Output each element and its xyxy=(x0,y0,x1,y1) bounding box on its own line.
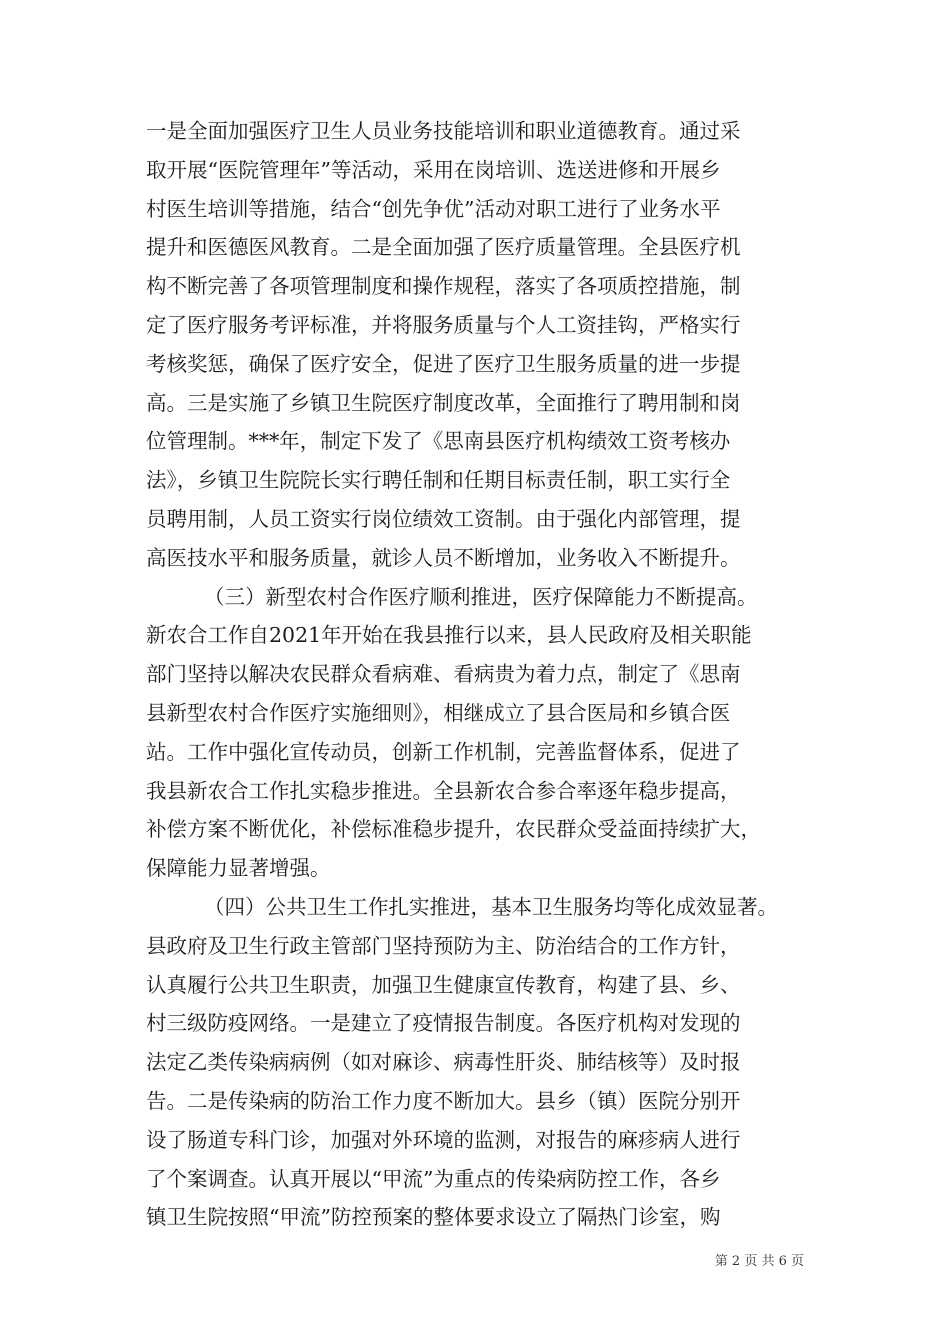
text-line: 县新型农村合作医疗实施细则》，相继成立了县合医局和乡镇合医 xyxy=(146,700,731,725)
paragraph-1 xyxy=(146,112,816,578)
text-line: 设了肠道专科门诊，加强对外环境的监测，对报告的麻疹病人进行 xyxy=(146,1127,741,1152)
text-line: 取开展“医院管理年”等活动，采用在岗培训、选送进修和开展乡 xyxy=(146,157,721,182)
text-line: 补偿方案不断优化，补偿标准稳步提升，农民群众受益面持续扩大， xyxy=(146,817,761,842)
text-line: 一是全面加强医疗卫生人员业务技能培训和职业道德教育。通过采 xyxy=(146,119,741,143)
text-line: 镇卫生院按照“甲流”防控预案的整体要求设立了隔热门诊室，购 xyxy=(146,1205,721,1230)
text-line: 村三级防疫网络。一是建立了疫情报告制度。各医疗机构对发现的 xyxy=(146,1011,741,1036)
text-line: 考核奖惩，确保了医疗安全，促进了医疗卫生服务质量的进一步提 xyxy=(146,351,741,376)
text-line: 新农合工作自2021年开始在我县推行以来，县人民政府及相关职能 xyxy=(146,623,752,648)
text-line: 我县新农合工作扎实稳步推进。全县新农合参合率逐年稳步提高， xyxy=(146,778,741,803)
text-line: 位管理制。***年，制定下发了《思南县医疗机构绩效工资考核办 xyxy=(146,429,731,454)
text-line: 高。三是实施了乡镇卫生院医疗制度改革，全面推行了聘用制和岗 xyxy=(146,390,741,415)
text-line: 村医生培训等措施，结合“创先争优”活动对职工进行了业务水平 xyxy=(146,196,721,221)
text-line: 县政府及卫生行政主管部门坚持预防为主、防治结合的工作方针， xyxy=(146,933,741,958)
text-line: 构不断完善了各项管理制度和操作规程，落实了各项质控措施，制 xyxy=(146,274,741,299)
paragraph-2 xyxy=(146,578,816,888)
text-line: 保障能力显著增强。 xyxy=(146,856,331,881)
page-number: 第 2 页 共 6 页 xyxy=(714,1254,804,1269)
text-line: 了个案调查。认真开展以“甲流”为重点的传染病防控工作，各乡 xyxy=(146,1166,721,1191)
text-line: 部门坚持以解决农民群众看病难、看病贵为着力点，制定了《思南 xyxy=(146,662,741,687)
text-line: 提升和医德医风教育。二是全面加强了医疗质量管理。全县医疗机 xyxy=(146,235,741,260)
paragraph-3 xyxy=(146,888,816,1237)
text-line: 法》，乡镇卫生院院长实行聘任制和任期目标责任制，职工实行全 xyxy=(146,468,731,493)
text-line: 认真履行公共卫生职责，加强卫生健康宣传教育，构建了县、乡、 xyxy=(146,972,741,997)
text-line: 高医技水平和服务质量，就诊人员不断增加，业务收入不断提升。 xyxy=(146,545,741,570)
text-line: 告。二是传染病的防治工作力度不断加大。县乡（镇）医院分别开 xyxy=(146,1088,741,1113)
text-line: 法定乙类传染病病例（如对麻诊、病毒性肝炎、肺结核等）及时报 xyxy=(146,1050,741,1075)
text-line: 站。工作中强化宣传动员，创新工作机制，完善监督体系，促进了 xyxy=(146,739,741,764)
text-line: 定了医疗服务考评标准，并将服务质量与个人工资挂钩，严格实行 xyxy=(146,312,741,337)
section-heading-line: （三）新型农村合作医疗顺利推进，医疗保障能力不断提高。 xyxy=(204,584,758,609)
document-body xyxy=(146,112,816,1237)
text-line: 员聘用制，人员工资实行岗位绩效工资制。由于强化内部管理，提 xyxy=(146,506,741,531)
section-heading-line: （四）公共卫生工作扎实推进，基本卫生服务均等化成效显著。 xyxy=(204,894,778,919)
